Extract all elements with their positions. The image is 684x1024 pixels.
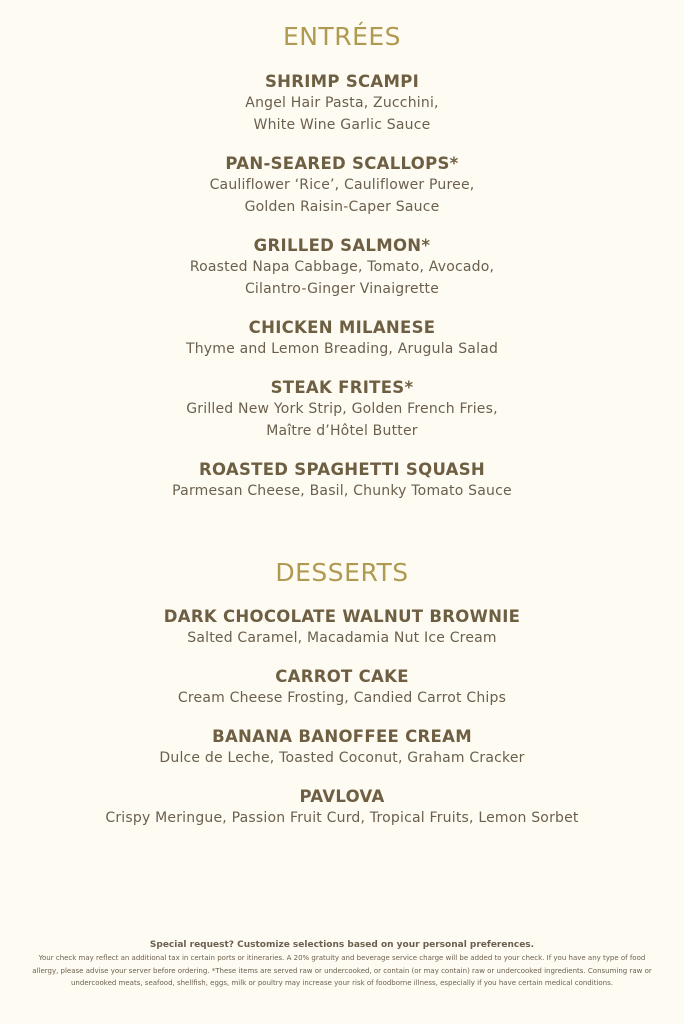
item-name: STEAK FRITES* [270,378,414,397]
item-name: SHRIMP SCAMPI [264,72,420,91]
item-description: Crispy Meringue, Passion Fruit Curd, Tropical Fruits, Lemon Sorbet [105,810,579,826]
menu-item [0,378,684,442]
item-name: ROASTED SPAGHETTI SQUASH [199,460,485,479]
menu-item [0,236,684,300]
menu-item [0,787,684,829]
special-request-note: Special request? Customize selections based on your personal preferences. [149,940,535,950]
entrees-title: ENTRÉES [282,22,402,51]
footer-notice [30,938,654,990]
item-description: Thyme and Lemon Breading, Arugula Salad [185,341,499,357]
allergy-disclaimer: Your check may reflect an additional tax in certain ports or itineraries. A 20% gratuity and beverage service charge will be added to your check. If you have any type of food allergy, please advise your server before ordering. *These items are served raw or undercooked, or contain (or may contain) raw or undercooked ingredients. Consuming raw or undercooked meats, seafood, shellfish, eggs, milk or poultry may increase your risk of foodborne illness, especially if you have certain medical conditions. [32,954,652,987]
item-description: Maître d’Hôtel Butter [266,423,418,439]
item-name: GRILLED SALMON* [253,236,431,255]
item-name: CHICKEN MILANESE [248,318,436,337]
item-name: CARROT CAKE [275,667,409,686]
menu-item [0,154,684,218]
item-name: BANANA BANOFFEE CREAM [212,727,472,746]
item-description: Grilled New York Strip, Golden French Fries, [186,401,498,417]
menu-item [0,460,684,502]
item-name: PAN-SEARED SCALLOPS* [225,154,459,173]
item-description: Cauliflower ‘Rice’, Cauliflower Puree, [209,177,475,193]
menu-item [0,72,684,136]
item-description: Golden Raisin-Caper Sauce [244,199,440,215]
menu-item [0,607,684,649]
desserts-title: DESSERTS [275,558,409,587]
menu-item [0,318,684,360]
item-description: Cilantro-Ginger Vinaigrette [244,281,440,297]
item-description: Salted Caramel, Macadamia Nut Ice Cream [187,630,497,646]
item-description: White Wine Garlic Sauce [253,117,431,133]
item-name: PAVLOVA [299,787,385,806]
item-description: Parmesan Cheese, Basil, Chunky Tomato Sauce [172,483,512,499]
item-description: Cream Cheese Frosting, Candied Carrot Chips [177,690,507,706]
menu-item [0,727,684,769]
item-description: Angel Hair Pasta, Zucchini, [245,95,439,111]
item-name: DARK CHOCOLATE WALNUT BROWNIE [163,607,521,626]
menu-item [0,667,684,709]
item-description: Roasted Napa Cabbage, Tomato, Avocado, [189,259,495,275]
item-description: Dulce de Leche, Toasted Coconut, Graham Cracker [159,750,525,766]
